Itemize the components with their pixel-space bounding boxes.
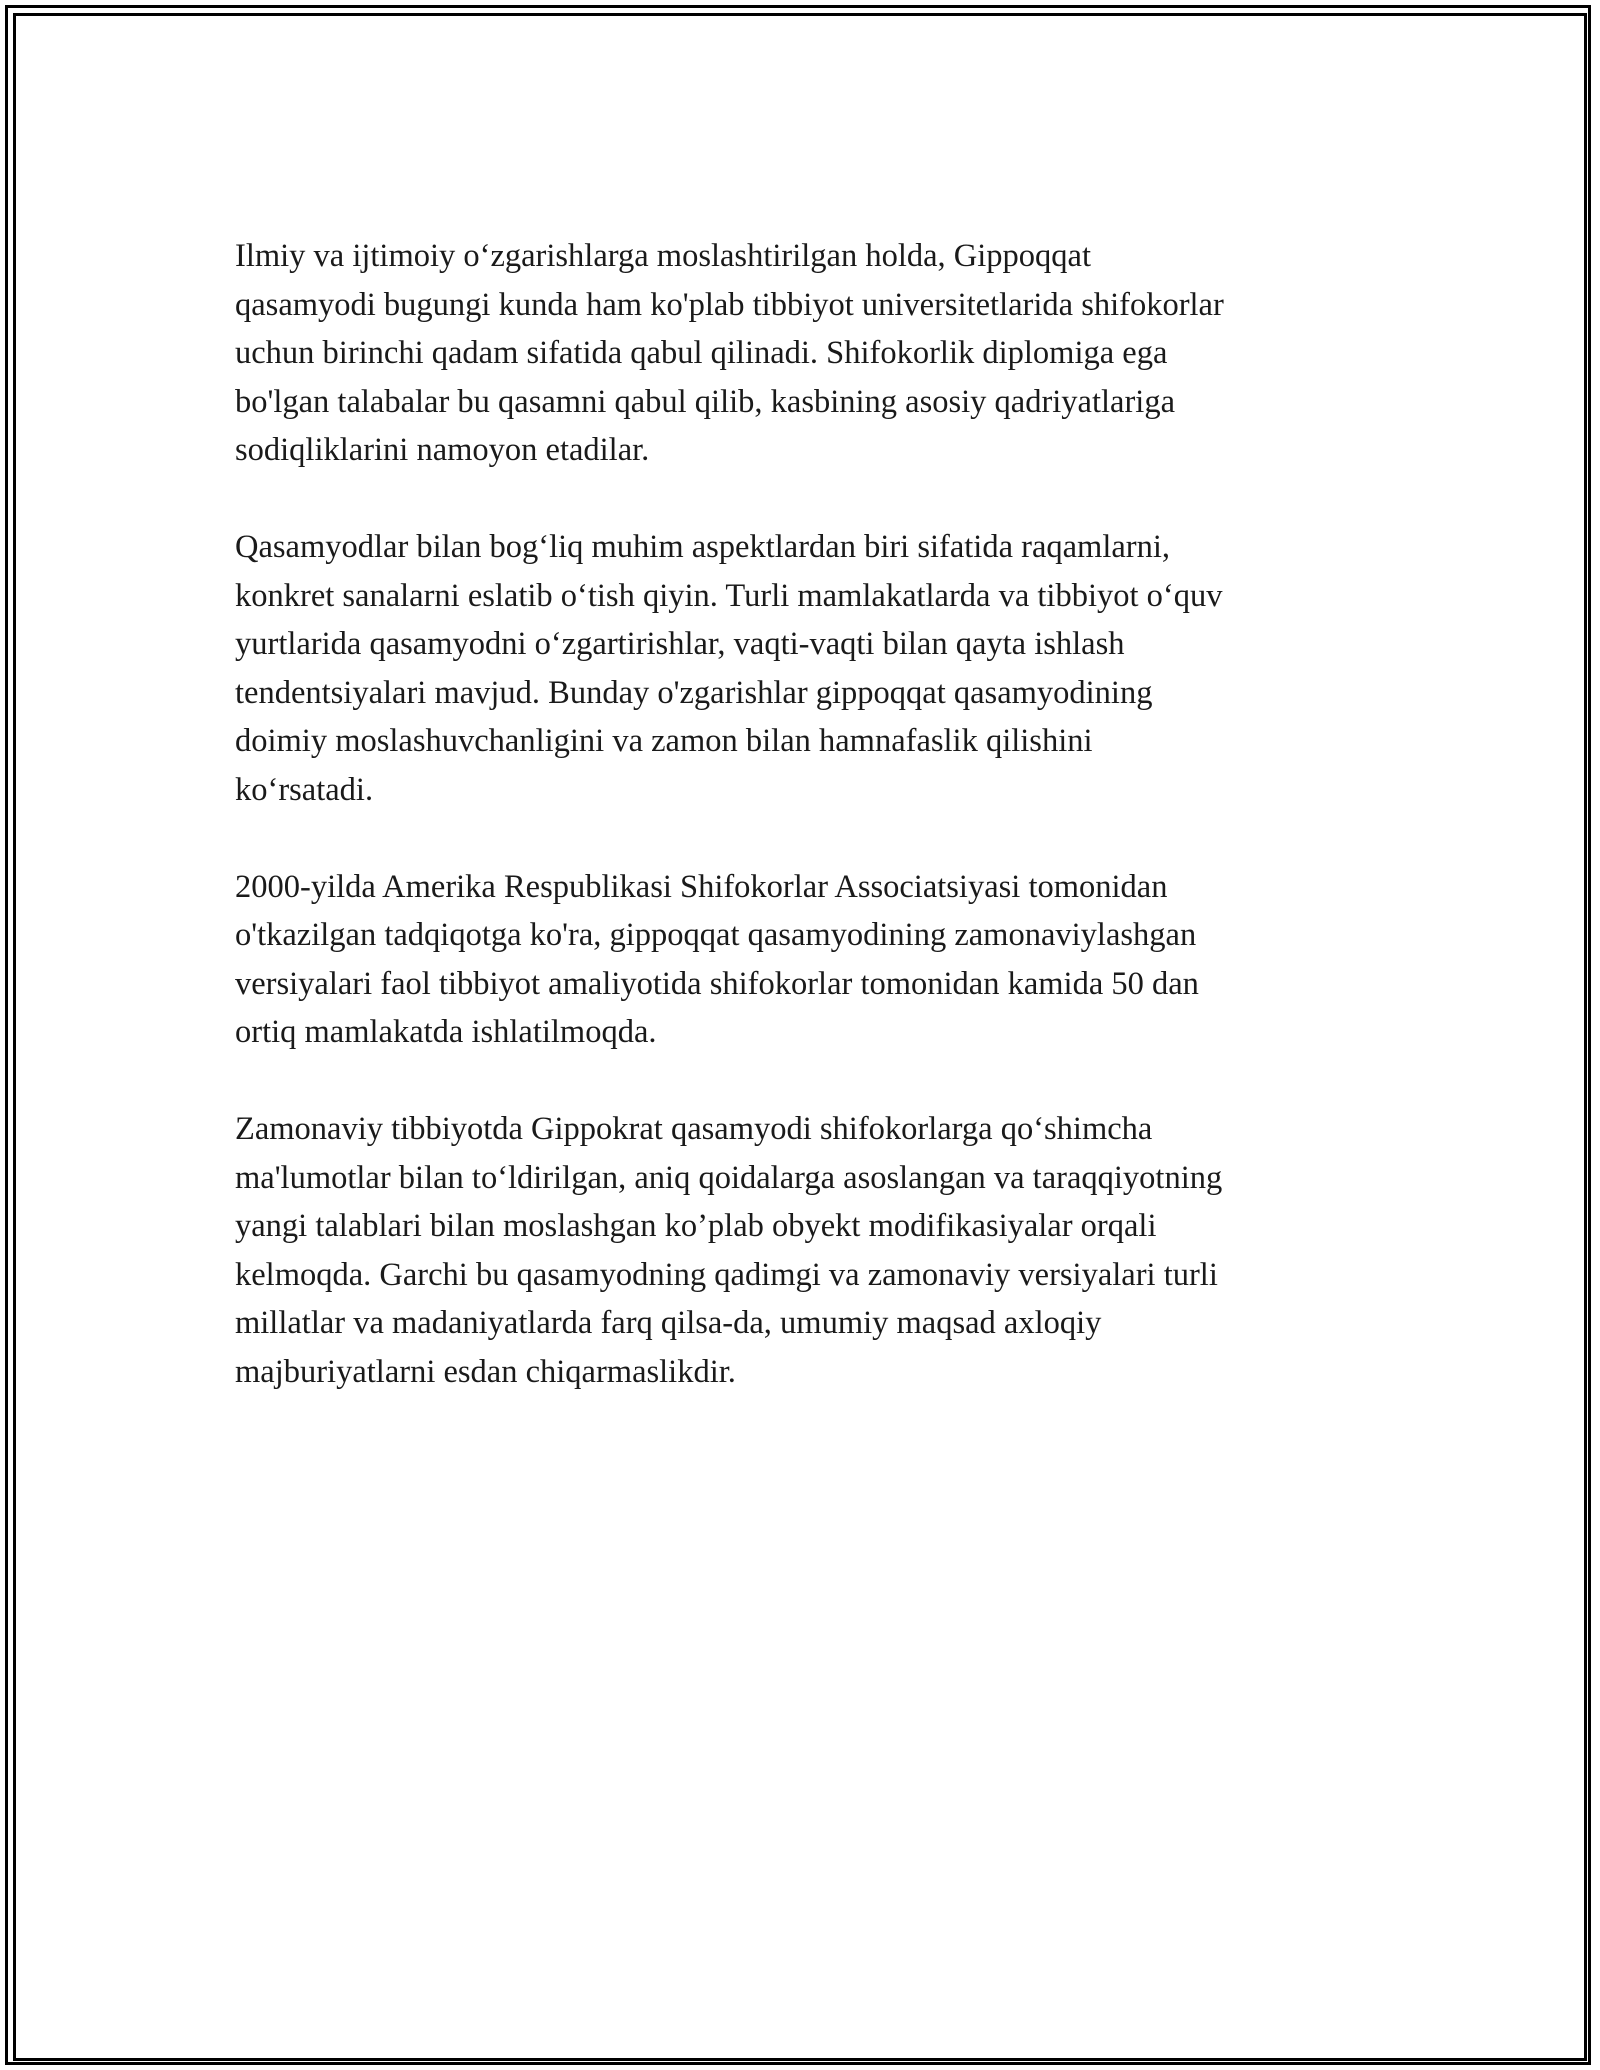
text-line: tendentsiyalari mavjud. Bunday o'zgarishlar gippoqqat qasamyodining xyxy=(235,674,1153,711)
text-line: majburiyatlarni esdan chiqarmaslikdir. xyxy=(235,1353,736,1390)
text-line: bo'lgan talabalar bu qasamni qabul qilib, kasbining asosiy qadriyatlariga xyxy=(235,383,1175,420)
paragraph-graduation-oath xyxy=(235,232,1365,475)
paragraph-oath-changes xyxy=(235,523,1365,814)
text-line: doimiy moslashuvchanligini va zamon bilan hamnafaslik qilishini xyxy=(235,723,1093,759)
document-body xyxy=(235,232,1365,1445)
paragraph-survey-2000 xyxy=(235,863,1365,1057)
text-line: 2000-yilda Amerika Respublikasi Shifokorlar Associatsiyasi tomonidan xyxy=(235,868,1168,905)
text-line: kelmoqda. Garchi bu qasamyodning qadimgi va zamonaviy versiyalari turli xyxy=(235,1256,1218,1293)
text-line: millatlar va madaniyatlarda farq qilsa-da, umumiy maqsad axloqiy xyxy=(235,1305,1102,1341)
text-line: Ilmiy va ijtimoiy o‘zgarishlarga moslashtirilgan holda, Gippoqqat xyxy=(235,238,1091,274)
text-line: Zamonaviy tibbiyotda Gippokrat qasamyodi shifokorlarga qo‘shimcha xyxy=(235,1111,1153,1147)
text-line: qasamyodi bugungi kunda ham ko'plab tibbiyot universitetlarida shifokorlar xyxy=(235,286,1224,323)
paragraph-modern-medicine xyxy=(235,1105,1365,1396)
text-line: versiyalari faol tibbiyot amaliyotida shifokorlar tomonidan kamida 50 dan xyxy=(235,965,1199,1002)
text-line: o'tkazilgan tadqiqotga ko'ra, gippoqqat qasamyodining zamonaviylashgan xyxy=(235,917,1197,953)
text-line: ko‘rsatadi. xyxy=(235,771,374,808)
text-line: yurtlarida qasamyodni o‘zgartirishlar, vaqti-vaqti bilan qayta ishlash xyxy=(235,626,1125,662)
text-line: Qasamyodlar bilan bog‘liq muhim aspektlardan biri sifatida raqamlarni, xyxy=(235,529,1171,565)
text-line: ortiq mamlakatda ishlatilmoqda. xyxy=(235,1014,657,1050)
text-line: ma'lumotlar bilan to‘ldirilgan, aniq qoidalarga asoslangan va taraqqiyotning xyxy=(235,1159,1223,1196)
text-line: uchun birinchi qadam sifatida qabul qilinadi. Shifokorlik diplomiga ega xyxy=(235,335,1168,371)
text-line: sodiqliklarini namoyon etadilar. xyxy=(235,432,650,468)
text-line: yangi talablari bilan moslashgan ko’plab obyekt modifikasiyalar orqali xyxy=(235,1208,1157,1244)
text-line: konkret sanalarni eslatib o‘tish qiyin. Turli mamlakatlarda va tibbiyot o‘quv xyxy=(235,577,1223,614)
